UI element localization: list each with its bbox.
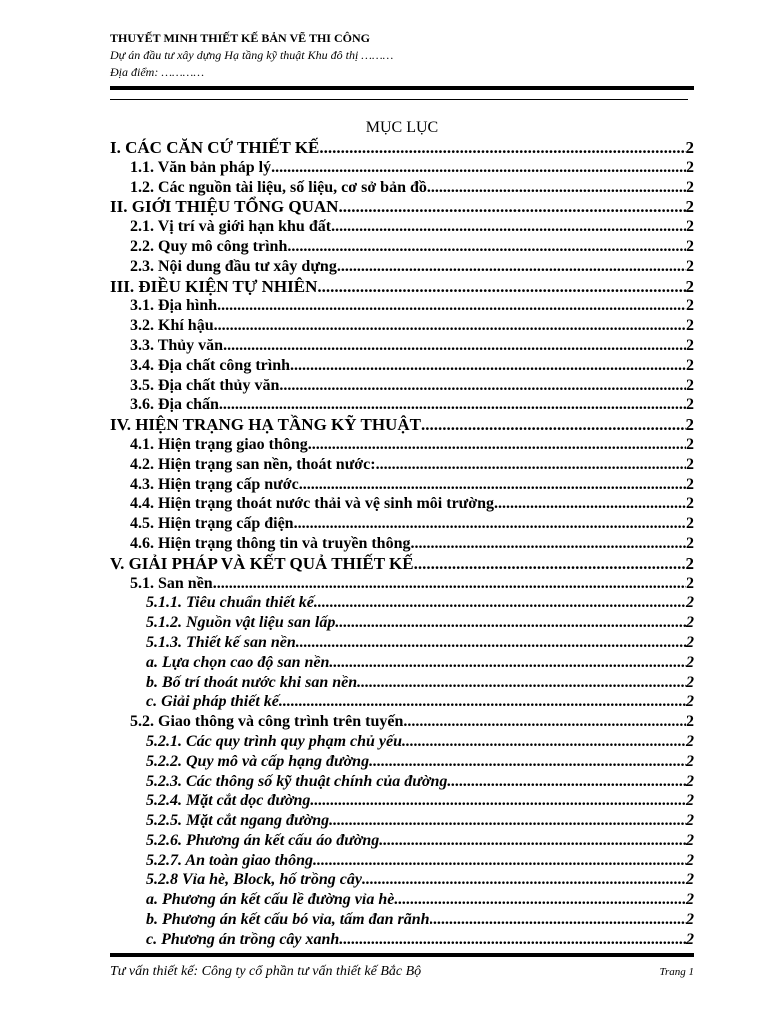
toc-entry[interactable]: 4.3. Hiện trạng cấp nước ..... 2 bbox=[110, 475, 694, 495]
header-rule-thin bbox=[110, 99, 688, 100]
toc-entry[interactable]: 4.5. Hiện trạng cấp điện ..... 2 bbox=[110, 514, 694, 534]
toc-entry[interactable]: 3.3. Thủy văn ..... 2 bbox=[110, 336, 694, 356]
toc-entry[interactable]: 1.2. Các nguồn tài liệu, số liệu, cơ sở bản đồ ..... 2 bbox=[110, 178, 694, 198]
toc-entry[interactable]: 5.2. Giao thông và công trình trên tuyến ..... 2 bbox=[110, 712, 694, 732]
toc-entry[interactable]: 5.2.2. Quy mô và cấp hạng đường ..... 2 bbox=[110, 752, 694, 772]
toc-entry[interactable]: b. Phương án kết cấu bó vỉa, tấm đan rãnh ..... 2 bbox=[110, 910, 694, 930]
toc-entry[interactable]: II. GIỚI THIỆU TỔNG QUAN ..... 2 bbox=[110, 197, 694, 217]
document-header bbox=[110, 30, 694, 81]
document-footer bbox=[110, 964, 694, 980]
toc-entry[interactable]: c. Phương án trồng cây xanh ..... 2 bbox=[110, 930, 694, 950]
toc-entry[interactable]: 5.2.6. Phương án kết cấu áo đường ..... 2 bbox=[110, 831, 694, 851]
toc-entry[interactable]: 5.1.2. Nguồn vật liệu san lấp ..... 2 bbox=[110, 613, 694, 633]
toc-entry[interactable]: 2.3. Nội dung đầu tư xây dựng ..... 2 bbox=[110, 257, 694, 277]
toc-entry[interactable]: 3.5. Địa chất thủy văn ..... 2 bbox=[110, 376, 694, 396]
toc-entry[interactable]: I. CÁC CĂN CỨ THIẾT KẾ ..... 2 bbox=[110, 138, 694, 158]
toc-entry[interactable]: a. Lựa chọn cao độ san nền ..... 2 bbox=[110, 653, 694, 673]
toc-title: MỤC LỤC bbox=[365, 119, 439, 136]
header-subtitle: Dự án đầu tư xây dựng Hạ tầng kỹ thuật Khu đô thị ……… bbox=[110, 48, 394, 62]
toc-entry[interactable]: V. GIẢI PHÁP VÀ KẾT QUẢ THIẾT KẾ ..... 2 bbox=[110, 554, 694, 574]
toc-entry[interactable]: 4.4. Hiện trạng thoát nước thải và vệ sinh môi trường ..... 2 bbox=[110, 494, 694, 514]
toc-entry[interactable]: 3.1. Địa hình ..... 2 bbox=[110, 296, 694, 316]
toc-entry[interactable]: 5.1. San nền ..... 2 bbox=[110, 574, 694, 594]
toc-entry[interactable]: 5.1.1. Tiêu chuẩn thiết kế ..... 2 bbox=[110, 593, 694, 613]
header-rule-thick bbox=[110, 86, 694, 90]
header-location: Địa điểm: ………… bbox=[110, 65, 205, 79]
header-title: THUYẾT MINH THIẾT KẾ BẢN VẼ THI CÔNG bbox=[110, 31, 370, 45]
toc-entry[interactable]: c. Giải pháp thiết kế ..... 2 bbox=[110, 692, 694, 712]
toc-entry[interactable]: 3.4. Địa chất công trình ..... 2 bbox=[110, 356, 694, 376]
toc-entry[interactable]: III. ĐIỀU KIỆN TỰ NHIÊN ..... 2 bbox=[110, 277, 694, 297]
toc-entry[interactable]: 2.1. Vị trí và giới hạn khu đất ..... 2 bbox=[110, 217, 694, 237]
toc-entry[interactable]: 3.6. Địa chấn ..... 2 bbox=[110, 395, 694, 415]
page-number: Trang 1 bbox=[659, 966, 694, 978]
footer-rule bbox=[110, 953, 694, 957]
footer-consultant: Tư vấn thiết kế: Công ty cổ phần tư vấn thiết kế Bắc Bộ bbox=[110, 964, 422, 979]
toc-entry[interactable]: 5.2.3. Các thông số kỹ thuật chính của đường ..... 2 bbox=[110, 772, 694, 792]
table-of-contents bbox=[110, 138, 694, 950]
toc-entry[interactable]: a. Phương án kết cấu lề đường vỉa hè ..... 2 bbox=[110, 890, 694, 910]
toc-entry[interactable]: 5.2.4. Mặt cắt dọc đường ..... 2 bbox=[110, 791, 694, 811]
toc-entry[interactable]: b. Bố trí thoát nước khi san nền ..... 2 bbox=[110, 673, 694, 693]
toc-entry[interactable]: 4.6. Hiện trạng thông tin và truyền thông ..... 2 bbox=[110, 534, 694, 554]
toc-entry[interactable]: 3.2. Khí hậu ..... 2 bbox=[110, 316, 694, 336]
toc-entry[interactable]: 5.1.3. Thiết kế san nền ..... 2 bbox=[110, 633, 694, 653]
toc-entry[interactable]: 4.2. Hiện trạng san nền, thoát nước: ..... 2 bbox=[110, 455, 694, 475]
toc-entry[interactable]: 5.2.1. Các quy trình quy phạm chủ yếu ..... 2 bbox=[110, 732, 694, 752]
toc-entry[interactable]: 5.2.8 Vỉa hè, Block, hố trồng cây ..... 2 bbox=[110, 870, 694, 890]
toc-entry[interactable]: IV. HIỆN TRẠNG HẠ TẦNG KỸ THUẬT ..... 2 bbox=[110, 415, 694, 435]
toc-entry[interactable]: 4.1. Hiện trạng giao thông ..... 2 bbox=[110, 435, 694, 455]
toc-entry[interactable]: 5.2.5. Mặt cắt ngang đường ..... 2 bbox=[110, 811, 694, 831]
toc-entry[interactable]: 1.1. Văn bản pháp lý ..... 2 bbox=[110, 158, 694, 178]
toc-entry[interactable]: 5.2.7. An toàn giao thông ..... 2 bbox=[110, 851, 694, 871]
toc-entry[interactable]: 2.2. Quy mô công trình ..... 2 bbox=[110, 237, 694, 257]
